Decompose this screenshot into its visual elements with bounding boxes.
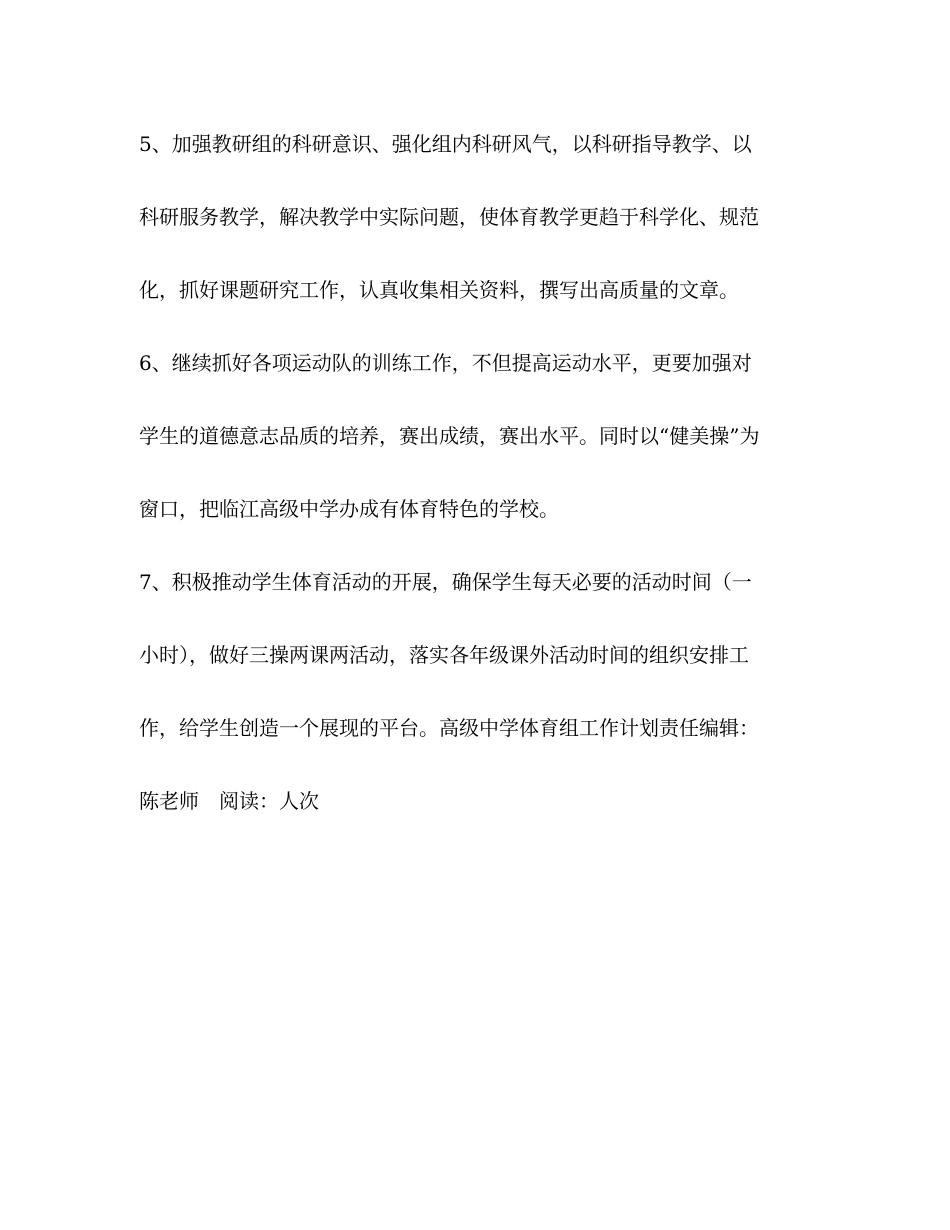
paragraph-5-line-1: 5、加强教研组的科研意识、强化组内科研风气，以科研指导教学、以 [139,132,752,156]
paragraph-6-line-3: 窗口，把临江高级中学办成有体育特色的学校。 [139,497,559,521]
paragraph-5-line-2: 科研服务教学，解决教学中实际问题，使体育教学更趋于科学化、规范 [139,205,759,229]
paragraph-5-line-3: 化，抓好课题研究工作，认真收集相关资料，撰写出高质量的文章。 [139,278,739,302]
paragraph-7-line-1: 7、积极推动学生体育活动的开展，确保学生每天必要的活动时间（一 [139,570,752,594]
paragraph-6-line-1: 6、继续抓好各项运动队的训练工作，不但提高运动水平，更要加强对 [139,351,752,375]
editor-footer-line: 陈老师 阅读：人次 [139,789,319,813]
paragraph-7-line-2: 小时），做好三操两课两活动，落实各年级课外活动时间的组织安排工 [139,643,749,667]
paragraph-6-line-2: 学生的道德意志品质的培养，赛出成绩，赛出水平。同时以“健美操”为 [139,424,760,448]
paragraph-7-line-3: 作，给学生创造一个展现的平台。高级中学体育组工作计划责任编辑： [139,716,759,740]
